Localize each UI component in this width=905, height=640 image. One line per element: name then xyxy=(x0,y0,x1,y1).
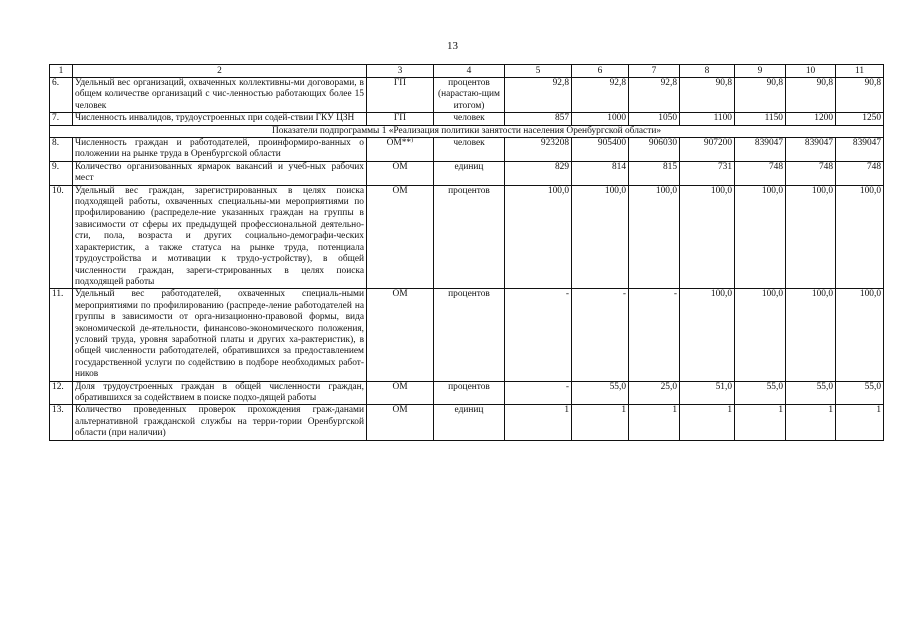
value-col-6: 92,8 xyxy=(572,78,629,113)
value-col-10: 839047 xyxy=(786,138,836,162)
value-col-10: 748 xyxy=(786,161,836,185)
unit-of-measure: единиц xyxy=(434,405,505,440)
value-col-5: 1 xyxy=(505,405,572,440)
unit-of-measure: процентов xyxy=(434,381,505,405)
table-row xyxy=(50,405,884,440)
value-col-11: 748 xyxy=(836,161,884,185)
value-col-6: 55,0 xyxy=(572,381,629,405)
value-col-7: 25,0 xyxy=(629,381,680,405)
value-col-6: 1 xyxy=(572,405,629,440)
value-col-9: 1150 xyxy=(735,113,786,125)
value-col-6: 1000 xyxy=(572,113,629,125)
value-col-10: 90,8 xyxy=(786,78,836,113)
indicator-type: ГП xyxy=(367,113,434,125)
indicator-type: ОМ xyxy=(367,185,434,289)
unit-of-measure: единиц xyxy=(434,161,505,185)
value-col-8: 1 xyxy=(680,405,735,440)
table-row xyxy=(50,78,884,113)
value-col-11: 90,8 xyxy=(836,78,884,113)
value-col-5: 92,8 xyxy=(505,78,572,113)
indicator-name: Численность граждан и работодателей, проинформиро-ванных о положении на рынке труда в Оренбургской области xyxy=(73,138,367,162)
value-col-9: 839047 xyxy=(735,138,786,162)
value-col-5: 100,0 xyxy=(505,185,572,289)
indicator-type: ОМ**⁾ xyxy=(367,138,434,162)
value-col-9: 55,0 xyxy=(735,381,786,405)
value-col-11: 1 xyxy=(836,405,884,440)
column-header: 3 xyxy=(367,65,434,78)
unit-of-measure: человек xyxy=(434,113,505,125)
column-header: 9 xyxy=(735,65,786,78)
value-col-5: 857 xyxy=(505,113,572,125)
value-col-9: 100,0 xyxy=(735,185,786,289)
row-number: 9. xyxy=(50,161,73,185)
value-col-10: 100,0 xyxy=(786,289,836,381)
value-col-10: 55,0 xyxy=(786,381,836,405)
indicators-table xyxy=(49,64,884,441)
row-number: 11. xyxy=(50,289,73,381)
value-col-10: 100,0 xyxy=(786,185,836,289)
indicator-type: ОМ xyxy=(367,381,434,405)
value-col-7: 906030 xyxy=(629,138,680,162)
column-header: 7 xyxy=(629,65,680,78)
value-col-9: 748 xyxy=(735,161,786,185)
value-col-6: 905400 xyxy=(572,138,629,162)
row-number: 7. xyxy=(50,113,73,125)
value-col-8: 100,0 xyxy=(680,289,735,381)
value-col-11: 100,0 xyxy=(836,289,884,381)
value-col-7: 815 xyxy=(629,161,680,185)
table-row xyxy=(50,113,884,125)
value-col-9: 90,8 xyxy=(735,78,786,113)
table-row xyxy=(50,185,884,289)
value-col-10: 1 xyxy=(786,405,836,440)
value-col-6: 814 xyxy=(572,161,629,185)
row-number: 6. xyxy=(50,78,73,113)
value-col-11: 1250 xyxy=(836,113,884,125)
value-col-8: 1100 xyxy=(680,113,735,125)
value-col-8: 731 xyxy=(680,161,735,185)
indicator-name: Удельный вес работодателей, охваченных специаль-ными мероприятиями по профилированию (распреде-ление работодателей на группы в зависимости от орга-низационно-правовой формы, вида экономической де-ятельности, финансово-экономического положения, условий труда, уровня заработной платы и других ха-рактеристик), в общей численности работодателей, обратившихся за предоставлением государственной услуги по содействию в подборе необходимых работ-ников xyxy=(73,289,367,381)
indicator-type: ОМ xyxy=(367,161,434,185)
section-title: Показатели подпрограммы 1 «Реализация политики занятости населения Оренбургской области» xyxy=(50,125,884,137)
column-header: 4 xyxy=(434,65,505,78)
value-col-5: 923208 xyxy=(505,138,572,162)
value-col-11: 55,0 xyxy=(836,381,884,405)
table-row xyxy=(50,138,884,162)
value-col-8: 90,8 xyxy=(680,78,735,113)
indicator-type: ОМ xyxy=(367,289,434,381)
indicator-name: Доля трудоустроенных граждан в общей численности граждан, обратившихся за содействием в поиске подхо-дящей работы xyxy=(73,381,367,405)
value-col-10: 1200 xyxy=(786,113,836,125)
row-number: 12. xyxy=(50,381,73,405)
value-col-7: 1 xyxy=(629,405,680,440)
value-col-6: 100,0 xyxy=(572,185,629,289)
column-header: 2 xyxy=(73,65,367,78)
column-header: 10 xyxy=(786,65,836,78)
value-col-7: 92,8 xyxy=(629,78,680,113)
unit-of-measure: процентов xyxy=(434,289,505,381)
table-row xyxy=(50,161,884,185)
value-col-8: 100,0 xyxy=(680,185,735,289)
table-row xyxy=(50,289,884,381)
indicator-name: Удельный вес организаций, охваченных коллективны-ми договорами, в общем количестве организаций с чис-ленностью работающих более 15 человек xyxy=(73,78,367,113)
indicator-type: ОМ xyxy=(367,405,434,440)
value-col-7: 100,0 xyxy=(629,185,680,289)
value-col-7: - xyxy=(629,289,680,381)
table-row xyxy=(50,381,884,405)
indicator-name: Удельный вес граждан, зарегистрированных в целях поиска подходящей работы, охваченных специальны-ми мероприятиями по профилированию (распределе-ние указанных граждан на группы в зависимости от сферы их предыдущей профессиональной деятельно-сти, пола, возраста и других социально-демографи-ческих характеристик, а также статуса на рынке труда, потенциала трудоустройства и мотивации к трудо-устройству), в общей численности граждан, зареги-стрированных в целях поиска подходящей работы xyxy=(73,185,367,289)
value-col-9: 1 xyxy=(735,405,786,440)
value-col-8: 907200 xyxy=(680,138,735,162)
row-number: 8. xyxy=(50,138,73,162)
header-row xyxy=(50,65,884,78)
column-header: 1 xyxy=(50,65,73,78)
value-col-7: 1050 xyxy=(629,113,680,125)
row-number: 13. xyxy=(50,405,73,440)
value-col-9: 100,0 xyxy=(735,289,786,381)
value-col-6: - xyxy=(572,289,629,381)
indicator-name: Количество проведенных проверок прохождения граж-данами альтернативной гражданской службы на терри-тории Оренбургской области (при наличии) xyxy=(73,405,367,440)
indicator-name: Численность инвалидов, трудоустроенных при содей-ствии ГКУ ЦЗН xyxy=(73,113,367,125)
value-col-11: 100,0 xyxy=(836,185,884,289)
row-number: 10. xyxy=(50,185,73,289)
column-header: 11 xyxy=(836,65,884,78)
value-col-5: - xyxy=(505,289,572,381)
column-header: 6 xyxy=(572,65,629,78)
value-col-11: 839047 xyxy=(836,138,884,162)
indicator-name: Количество организованных ярмарок вакансий и учеб-ных рабочих мест xyxy=(73,161,367,185)
value-col-8: 51,0 xyxy=(680,381,735,405)
section-row xyxy=(50,125,884,137)
unit-of-measure: процентов (нарастаю-щим итогом) xyxy=(434,78,505,113)
indicator-type: ГП xyxy=(367,78,434,113)
column-header: 5 xyxy=(505,65,572,78)
value-col-5: 829 xyxy=(505,161,572,185)
column-header: 8 xyxy=(680,65,735,78)
unit-of-measure: человек xyxy=(434,138,505,162)
unit-of-measure: процентов xyxy=(434,185,505,289)
value-col-5: - xyxy=(505,381,572,405)
page-number: 13 xyxy=(447,40,458,52)
